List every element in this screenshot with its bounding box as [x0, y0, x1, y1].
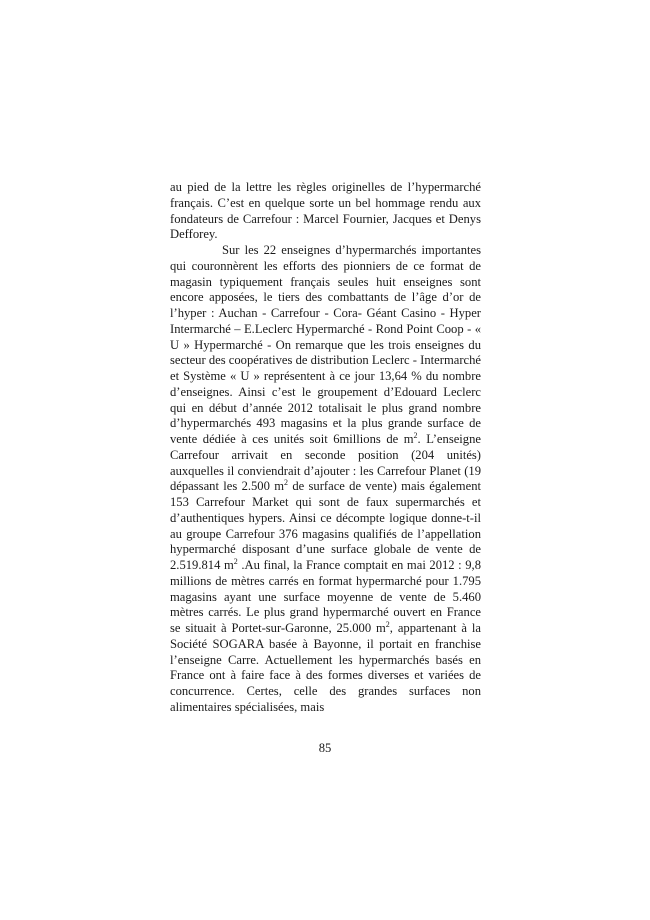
page-number: 85	[318, 741, 332, 755]
text-run: .Au final, la France comptait en mai 2012 : 9,8 millions de mètres carrés en format hypermarché pour 1.795 magasins ayant une surface moyenne de vente de 5.460 mètres carrés. Le plus grand hypermarché ouvert en France se situait à Portet-sur-Garonne, 25.000 m	[170, 558, 481, 635]
superscript: 2	[233, 557, 238, 566]
paragraph-1	[170, 180, 481, 243]
text-run: au pied de la lettre les règles originelles de l’hypermarché français. C’est en quelque sorte un bel hommage rendu aux fondateurs de Carrefour : Marcel Fournier, Jacques et Denys Defforey.	[170, 180, 481, 242]
text-run: de surface de vente) mais également 153 Carrefour Market qui sont de faux supermarchés et d’authentiques hypers. Ainsi ce décompte logique donne-t-il au groupe Carrefour 376 magasins qualifiés de l’appellation hypermarché disposant d’une surface globale de vente de 2.519.814 m	[170, 479, 481, 572]
paragraph-2	[170, 243, 481, 716]
superscript: 2	[413, 431, 418, 440]
text-run: Sur les 22 enseignes d’hypermarchés importantes qui couronnèrent les efforts des pionniers de ce format de magasin typiquement français seules huit enseignes sont encore apposées, le tiers des combattants de l’âge d’or de l’hyper : Auchan - Carrefour - Cora- Géant Casino - Hyper Intermarché – E.Leclerc Hypermarché - Rond Point Coop - « U » Hypermarché - On remarque que les trois enseignes du secteur des coopératives de distribution Leclerc - Intermarché et Système « U » représentent à ce jour 13,64 % du nombre d’enseignes. Ainsi c’est le groupement d’Edouard Leclerc qui en début d’année 2012 totalisait le plus grand nombre d’hypermarchés 493 magasins et la plus grande surface de vente dédiée à ces unités soit 6millions de m	[170, 243, 481, 446]
superscript: 2	[284, 478, 289, 488]
body-text	[170, 180, 481, 716]
superscript: 2	[385, 620, 390, 629]
text-run: . L’enseigne Carrefour arrivait en seconde position (204 unités) auxquelles il conviendrait d’ajouter : les Carrefour Planet (19 dépassant les 2.500 m	[170, 432, 481, 494]
text-run: , appartenant à la Société SOGARA basée à Bayonne, il portait en franchise l’enseigne Carre. Actuellement les hypermarchés basés en France ont à faire face à des formes diverses et variées de concurrence. Certes, celle des grandes surfaces non alimentaires spécialisées, mais	[170, 621, 481, 714]
